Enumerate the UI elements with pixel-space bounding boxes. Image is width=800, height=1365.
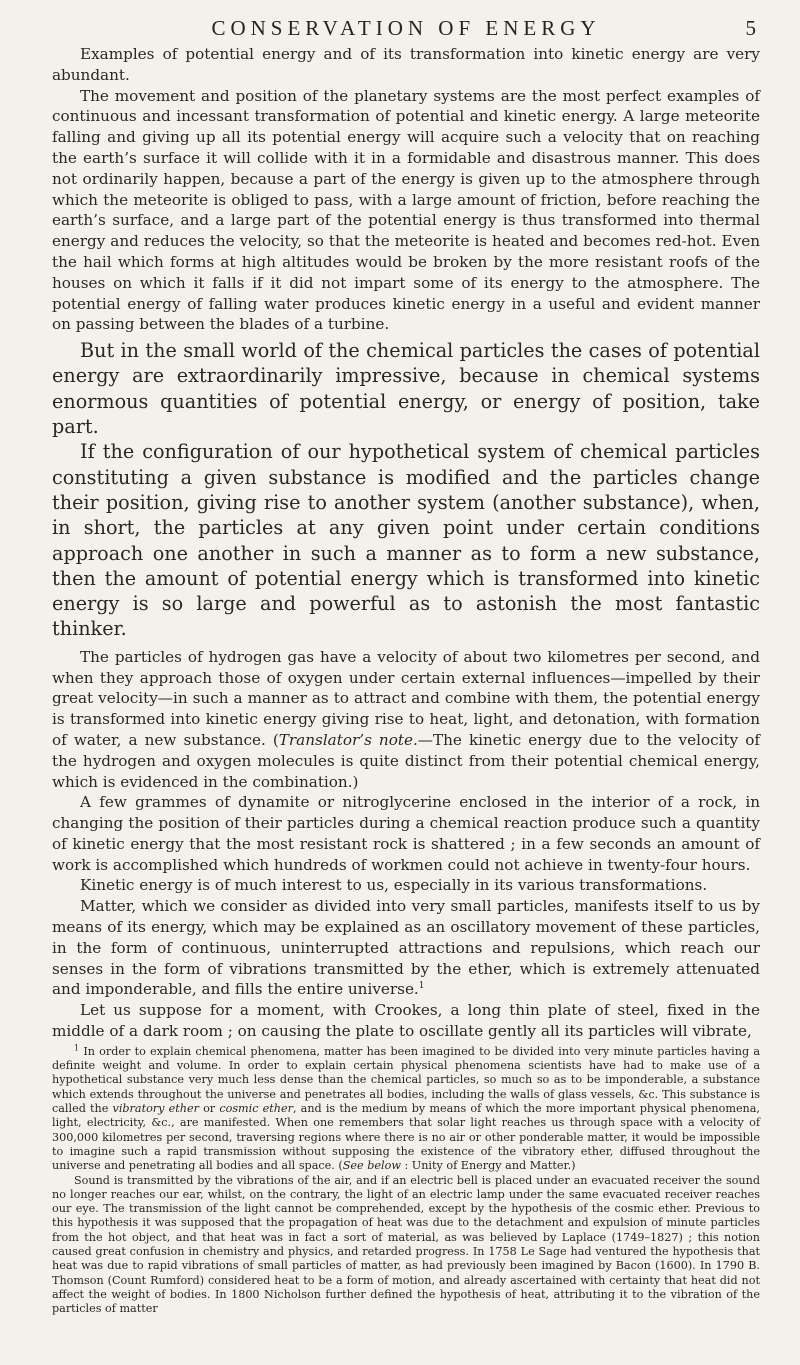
paragraph: The movement and position of the planetary systems are the most perfect examples of continuous and incessant transformation of potential and kinetic energy. A large meteorite falling and giving up all its potential energy will acquire such a velocity that on reaching the earth’s surface it will collide with it in a formidable and disastrous manner. This does not ordinarily happen, because a part of the energy is given up to the atmosphere through which the meteorite is obliged to pass, with a large amount of friction, before reaching the earth’s surface, and a large part of the potential energy is thus transformed into thermal energy and reduces the velocity, so that the meteorite is heated and becomes red-hot. Even the hail which forms at high altitudes would be broken by the more resistant roofs of the houses on which it falls if it did not impart some of its energy to the atmosphere. The potential energy of falling water produces kinetic energy in a useful and evident manner on passing between the blades of a turbine. [52, 86, 760, 334]
page-number: 5 [745, 16, 756, 40]
footnote-or: or [198, 1102, 220, 1116]
page-header [52, 0, 760, 44]
emphasized-text [52, 338, 760, 642]
translator-note-label: Translator’s note. [278, 730, 418, 749]
paragraph-matter-text: Matter, which we consider as divided into very small particles, manifests itself to us by means of its energy, which may be explained as an oscillatory movement of these particles, in the form of continuous, uninterrupted attractions and repulsions, which reach our senses in the form of vibrations transmitted by the ether, which is extremely attenuated and imponderable, and fills the entire universe. [52, 897, 760, 999]
paragraph-crookes: Let us suppose for a moment, with Crookes, a long thin plate of steel, fixed in the middle of a dark room ; on causing the plate to oscillate gently all its particles will vibrate, [52, 1001, 760, 1041]
paragraph: A few grammes of dynamite or nitroglycerine enclosed in the interior of a rock, in changing the position of their particles during a chemical reaction produce such a quantity of kinetic energy that the most resistant rock is shattered ; in a few seconds an amount of work is accomplished which hundreds of workmen could not achieve in twenty-four hours. [52, 793, 760, 874]
footnote-text-3: : Unity of Energy and Matter.) [400, 1159, 576, 1173]
footnote [52, 1045, 760, 1174]
paragraph: Kinetic energy is of much interest to us, especially in its various transformations. [80, 876, 708, 895]
large-paragraph: But in the small world of the chemical particles the cases of potential energy are extraordinarily impressive, because in chemical systems enormous quantities of potential energy, or energy of position, take part. [52, 339, 760, 439]
footnote-text-1: In order to explain chemical phenomena, matter has been imagined to be divided into very minute particles having a definite weight and volume. In order to explain certain physical phenomena scientists have had to make use of a hypothetical substance very much less dense than the chemical particles, so much so as to be imponderable, a substance which extends throughout the universe and penetrates all bodies, including the walls of glass vessels, &c. This substance is called the [52, 1044, 760, 1116]
paragraph: Examples of potential energy and of its transformation into kinetic energy are very abundant. [52, 45, 760, 84]
footnote-continuation: Sound is transmitted by the vibrations of the air, and if an electric bell is placed under an evacuated receiver the sound no longer reaches our ear, whilst, on the contrary, the light of an electric lamp under the same evacuated receiver reaches our eye. The transmission of the light cannot be comprehended, except by the hypothesis of the cosmic ether. Previous to this hypothesis it was supposed that the propagation of heat was due to the detachment and expulsion of minute particles from the hot object, and that heat was in fact a sort of material, as was believed by Laplace (1749–1827) ; this notion caused great confusion in chemistry and physics, and retarded progress. In 1758 Le Sage had ventured the hypothesis that heat was due to rapid vibrations of small particles of matter, as had previously been imagined by Bacon (1600). In 1790 B. Thomson (Count Rumford) considered heat to be a form of motion, and already ascertained with certainty that heat did not affect the weight of bodies. In 1800 Nicholson further defined the hypothesis of heat, attributing it to the vibration of the particles of matter [52, 1173, 760, 1316]
footnote-marker: 1 [74, 1043, 80, 1053]
footnote-reference: 1 [418, 981, 425, 992]
footnote-see-below: See below [342, 1159, 401, 1173]
footnotes [52, 1045, 760, 1317]
paragraph-hydrogen-main: The particles of hydrogen gas have a velocity of about two kilometres per second, and when they approach those of oxygen under certain external influences—impelled by their great velocity—in such a manner as to attract and combine with them, the potential energy is transformed into kinetic energy giving rise to heat, light, and detonation, with formation of water, a new substance. ( [52, 647, 760, 749]
paragraph-hydrogen-rest: —The kinetic energy due to the velocity of the hydrogen and oxygen molecules is quite distinct from their potential chemical energy, which is evidenced in the combination.) [52, 730, 760, 791]
body-text-top [52, 44, 760, 335]
paragraph-hydrogen [52, 647, 760, 793]
footnote-term-cosmic: cosmic ether [219, 1102, 293, 1116]
footnote-term-vibratory: vibratory ether [112, 1102, 199, 1116]
paragraph-matter [52, 896, 760, 1000]
footnote-text-2: , and is the medium by means of which the more important physical phenomena, light, electricity, &c., are manifested. When one remembers that solar light reaches us through space with a velocity of 300,000 kilometres per second, traversing regions where there is no air or other ponderable matter, it would be impossible to imagine such a rapid transmission without supposing the existence of the vibratory ether, diffused throughout the universe and penetrating all bodies and all space. ( [52, 1102, 760, 1173]
body-text-bottom [52, 647, 760, 1042]
running-title: CONSERVATION OF ENERGY [211, 16, 601, 40]
large-paragraph: If the configuration of our hypothetical system of chemical particles constituting a given substance is modified and the particles change their position, giving rise to another system (another substance), when, in short, the particles at any given point under certain conditions approach one another in such a manner as to form a new substance, then the amount of potential energy which is transformed into kinetic energy is so large and powerful as to astonish the most fantastic thinker. [52, 440, 760, 641]
